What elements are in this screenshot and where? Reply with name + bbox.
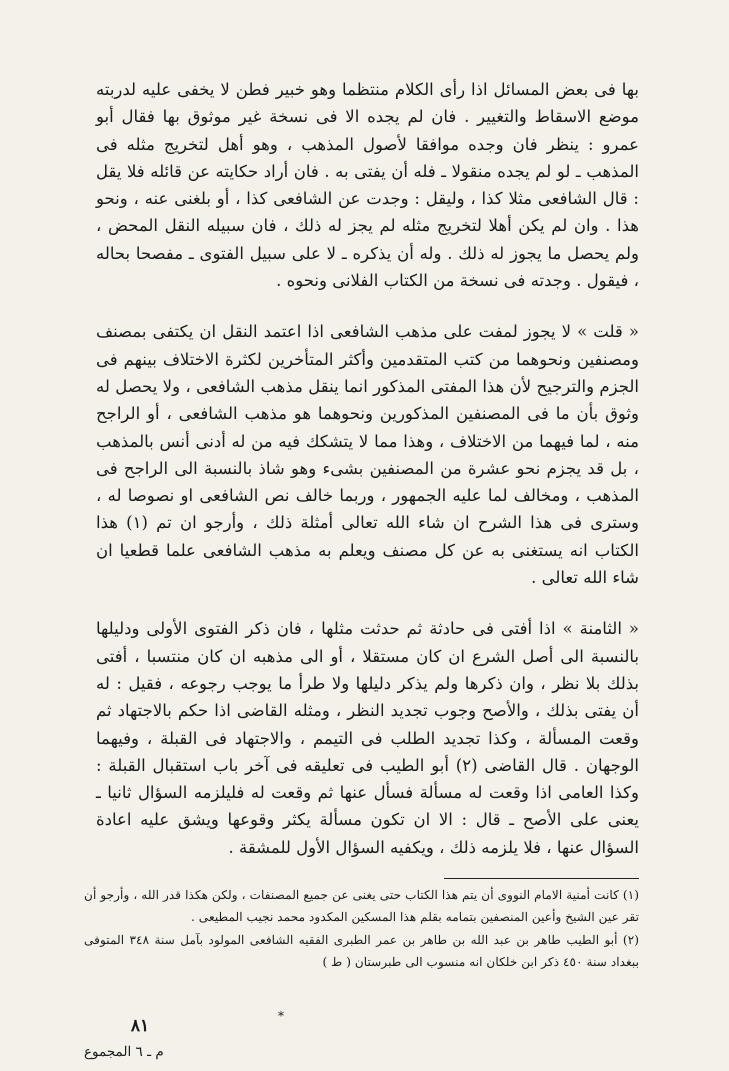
footnote-divider bbox=[444, 878, 639, 879]
paragraph-eighth: « الثامنة » اذا أفتى فى حادثة ثم حدثت مثلها ، فان ذكر الفتوى الأولى ودليلها بالنسبة الى أصل الشرع ان كان مستقلا ، أو الى مذهبه ان كان منتسبا ، أفتى بذلك بلا نظر ، وان ذكرها ولم يذكر دليلها ولا طرأ ما يوجب رجوعه ، فقيل : له أن يفتى بذلك ، والأصح وجوب تجديد النظر ، ومثله القاضى اذا حكم بالاجتهاد ثم وقعت المسألة ، وكذا تجديد الطلب فى التيمم ، والاجتهاد فى القبلة ، وفيهما الوجهان . قال القاضى (٢) أبو الطيب فى تعليقه فى آخر باب استقبال القبلة : وكذا العامى اذا وقعت له مسألة فسأل عنها ثم وقعت له فليلزمه السؤال ثانيا ـ يعنى على الأصح ـ قال : الا ان تكون مسألة يكثر وقوعها ويشق عليه اعادة السؤال عنها ، فلا يلزمه ذلك ، ويكفيه السؤال الأول للمشقة . bbox=[96, 619, 639, 857]
footnote-mark: * bbox=[278, 1009, 284, 1023]
main-text bbox=[96, 76, 639, 861]
footnote-1: (١) كانت أمنية الامام النووى أن يتم هذا الكتاب حتى يغنى عن جميع المصنفات ، ولكن هكذا قدر الله ، وأرجو أن تقر عين الشيخ وأعين المنصفين بتمامه بقلم هذا المسكين المكدود محمد نجيب المطيعى . bbox=[84, 888, 639, 925]
footnote-2: (٢) أبو الطيب طاهر بن عبد الله بن طاهر بن عمر الطبرى الفقيه الشافعى المولود بآمل سنة ٣٤٨ المتوفى ببغداد سنة ٤٥٠ ذكر ابن خلكان انه منسوب الى طبرستان ( ط ) bbox=[84, 932, 639, 969]
signature-mark: م ـ ٦ المجموع bbox=[84, 1044, 164, 1060]
footnotes bbox=[84, 884, 639, 973]
paragraph-qult: « قلت » لا يجوز لمفت على مذهب الشافعى اذا اعتمد النقل ان يكتفى بمصنف ومصنفين ونحوهما من كتب المتقدمين وأكثر المتأخرين لكثرة الاختلاف بينهم فى الجزم والترجيح لأن هذا المفتى المذكور انما ينقل مذهب الشافعى ، ولا يحصل له وثوق بأن ما فى المصنفين المذكورين ونحوهما هو مذهب الشافعى ، أو الراجح منه ، لما فيهما من الاختلاف ، وهذا مما لا يتشكك فيه من له أدنى أنس بالمذهب ، بل قد يجزم نحو عشرة من المصنفين بشىء وهو شاذ بالنسبة الى الراجح فى المذهب ، ومخالف لما عليه الجمهور ، وربما خالف نص الشافعى او نصوصا له ، وسترى فى هذا الشرح ان شاء الله تعالى أمثلة ذلك ، وأرجو ان تم (١) هذا الكتاب انه يستغنى به عن كل مصنف ويعلم به مذهب الشافعى علما قطعيا ان شاء الله تعالى . bbox=[96, 322, 639, 588]
page-number: ٨١ bbox=[130, 1016, 150, 1036]
paragraph-continuation: بها فى بعض المسائل اذا رأى الكلام منتظما وهو خبير فطن لا يخفى عليه لدربته موضع الاسقاط والتغيير . فان لم يجده الا فى نسخة غير موثوق بها فقال أبو عمرو : ينظر فان وجده موافقا لأصول المذهب ، وهو أهل لتخريج مثله فى المذهب ـ لو لم يجده منقولا ـ فله أن يفتى به . فان أراد حكايته عن قائله فلا يقل : قال الشافعى مثلا كذا ، وليقل : وجدت عن الشافعى كذا ، أو بلغنى عنه ، ونحو هذا . وان لم يكن أهلا لتخريج مثله لم يجز له ذلك ، فان سبيله النقل المحض ، ولم يحصل ما يجوز له ذلك . وله أن يذكره ـ لا على سبيل الفتوى ـ مفصحا بحاله ، فيقول . وجدته فى نسخة من الكتاب الفلانى ونحوه . bbox=[96, 80, 639, 291]
